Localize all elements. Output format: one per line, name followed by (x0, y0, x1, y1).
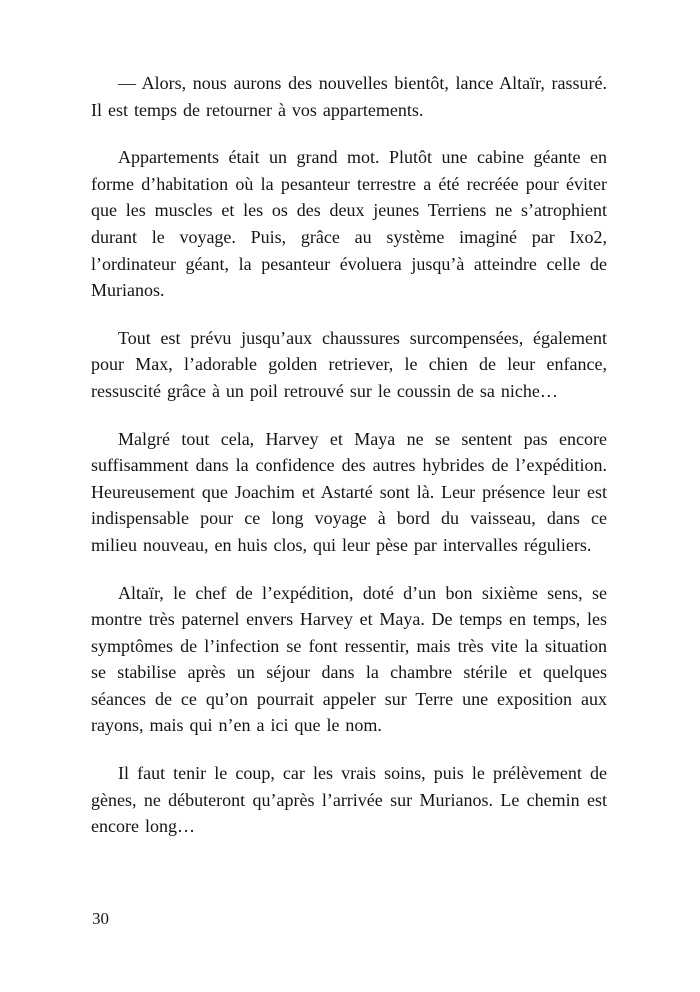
page-number: 30 (92, 909, 109, 928)
paragraph-altair: Altaïr, le chef de l’expédition, doté d’un bon sixième sens, se montre très paternel envers Harvey et Maya. De temps en temps, les symptômes de l’infection se font ressentir, mais très vite la situation se stabilise après un séjour dans la chambre stérile et quelques séances de ce qu’on pourrait appeler sur Terre une exposition aux rayons, mais qui n’en a ici que le nom. (91, 582, 607, 736)
body-text (91, 70, 607, 861)
paragraph-max: Tout est prévu jusqu’aux chaussures surcompensées, également pour Max, l’adorable golden retriever, le chien de leur enfance, ressuscité grâce à un poil retrouvé sur le coussin de sa niche… (91, 327, 607, 401)
paragraph-il-faut: Il faut tenir le coup, car les vrais soins, puis le prélèvement de gènes, ne débuteront qu’après l’arrivée sur Murianos. Le chemin est encore long… (91, 763, 607, 837)
paragraph-apartments: Appartements était un grand mot. Plutôt une cabine géante en forme d’habitation où la pesanteur terrestre a été recréée pour éviter que les muscles et les os des deux jeunes Terriens ne s’atrophient durant le voyage. Puis, grâce au système imaginé par Ixo2, l’ordinateur géant, la pesanteur évoluera jusqu’à atteindre celle de Murianos. (91, 147, 607, 301)
paragraph-malgre: Malgré tout cela, Harvey et Maya ne se sentent pas encore suffisamment dans la confidence des autres hybrides de l’expédition. Heureusement que Joachim et Astarté sont là. Leur présence leur est indispensable pour ce long voyage à bord du vaisseau, dans ce milieu nouveau, en huis clos, qui leur pèse par intervalles réguliers. (91, 428, 607, 555)
paragraph-dialogue: — Alors, nous aurons des nouvelles bientôt, lance Altaïr, rassuré. Il est temps de retourner à vos appartements. (91, 73, 607, 120)
